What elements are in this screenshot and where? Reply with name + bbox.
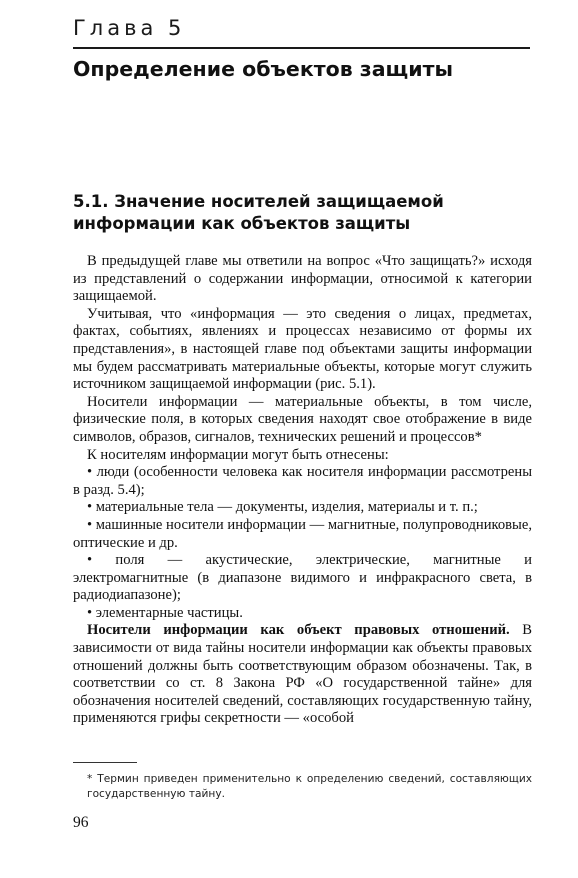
- chapter-label: Глава 5: [73, 16, 186, 40]
- footnote-divider: [73, 762, 137, 763]
- list-item: • материальные тела — документы, изделия, материалы и т. п.;: [87, 499, 478, 516]
- list-item: • машинные носители информации — магнитные, полупроводниковые, оптические и др.: [73, 516, 532, 551]
- section-title: 5.1. Значение носителей защищаемой информации как объектов защиты: [73, 192, 444, 233]
- list-item: • поля — акустические, электрические, магнитные и электромагнитные (в диапазоне видимого и инфракрасного света, в радиодиапазоне);: [73, 552, 532, 604]
- paragraph-5: [73, 622, 532, 728]
- paragraph-2: Учитывая, что «информация — это сведения о лицах, предметах, фактах, событиях, явлениях и процессах независимо от формы их представления», в настоящей главе под объектами защиты информации мы будем рассматривать материальные объекты, которые могут служить источником защищаемой информации (рис. 5.1).: [73, 305, 532, 393]
- paragraph-3: Носители информации — материальные объекты, в том числе, физические поля, в которых сведения находят свое отображение в виде символов, образов, сигналов, технических решений и процессов*: [73, 393, 532, 445]
- footnote-text: * Термин приведен применительно к определению сведений, составляющих государственную тайну.: [87, 773, 532, 800]
- chapter-title: Определение объектов защиты: [73, 57, 454, 81]
- footnote: [73, 772, 532, 802]
- list-item: • люди (особенности человека как носителя информации рассмотрены в разд. 5.4);: [73, 464, 532, 498]
- paragraph-5-lead: Носители информации как объект правовых отношений.: [87, 622, 510, 639]
- list-item: • элементарные частицы.: [87, 604, 243, 621]
- chapter-divider: [73, 47, 530, 49]
- page-number: 96: [73, 814, 89, 831]
- paragraph-4: К носителям информации могут быть отнесены:: [87, 446, 389, 463]
- paragraph-5-rest: В зависимости от вида тайны носители информации как объекты правовых отношений должны быть соответствующим образом обозначены. Так, в соответствии со ст. 8 Закона РФ «О государственной тайне» для обозначения носителей сведений, составляющих государственную тайну, применяются грифы секретности — «особой: [73, 622, 532, 727]
- paragraph-1: В предыдущей главе мы ответили на вопрос «Что защищать?» исходя из представлений о содержании информации, относимой к категории защищаемой.: [73, 253, 532, 305]
- body-text: [73, 253, 532, 728]
